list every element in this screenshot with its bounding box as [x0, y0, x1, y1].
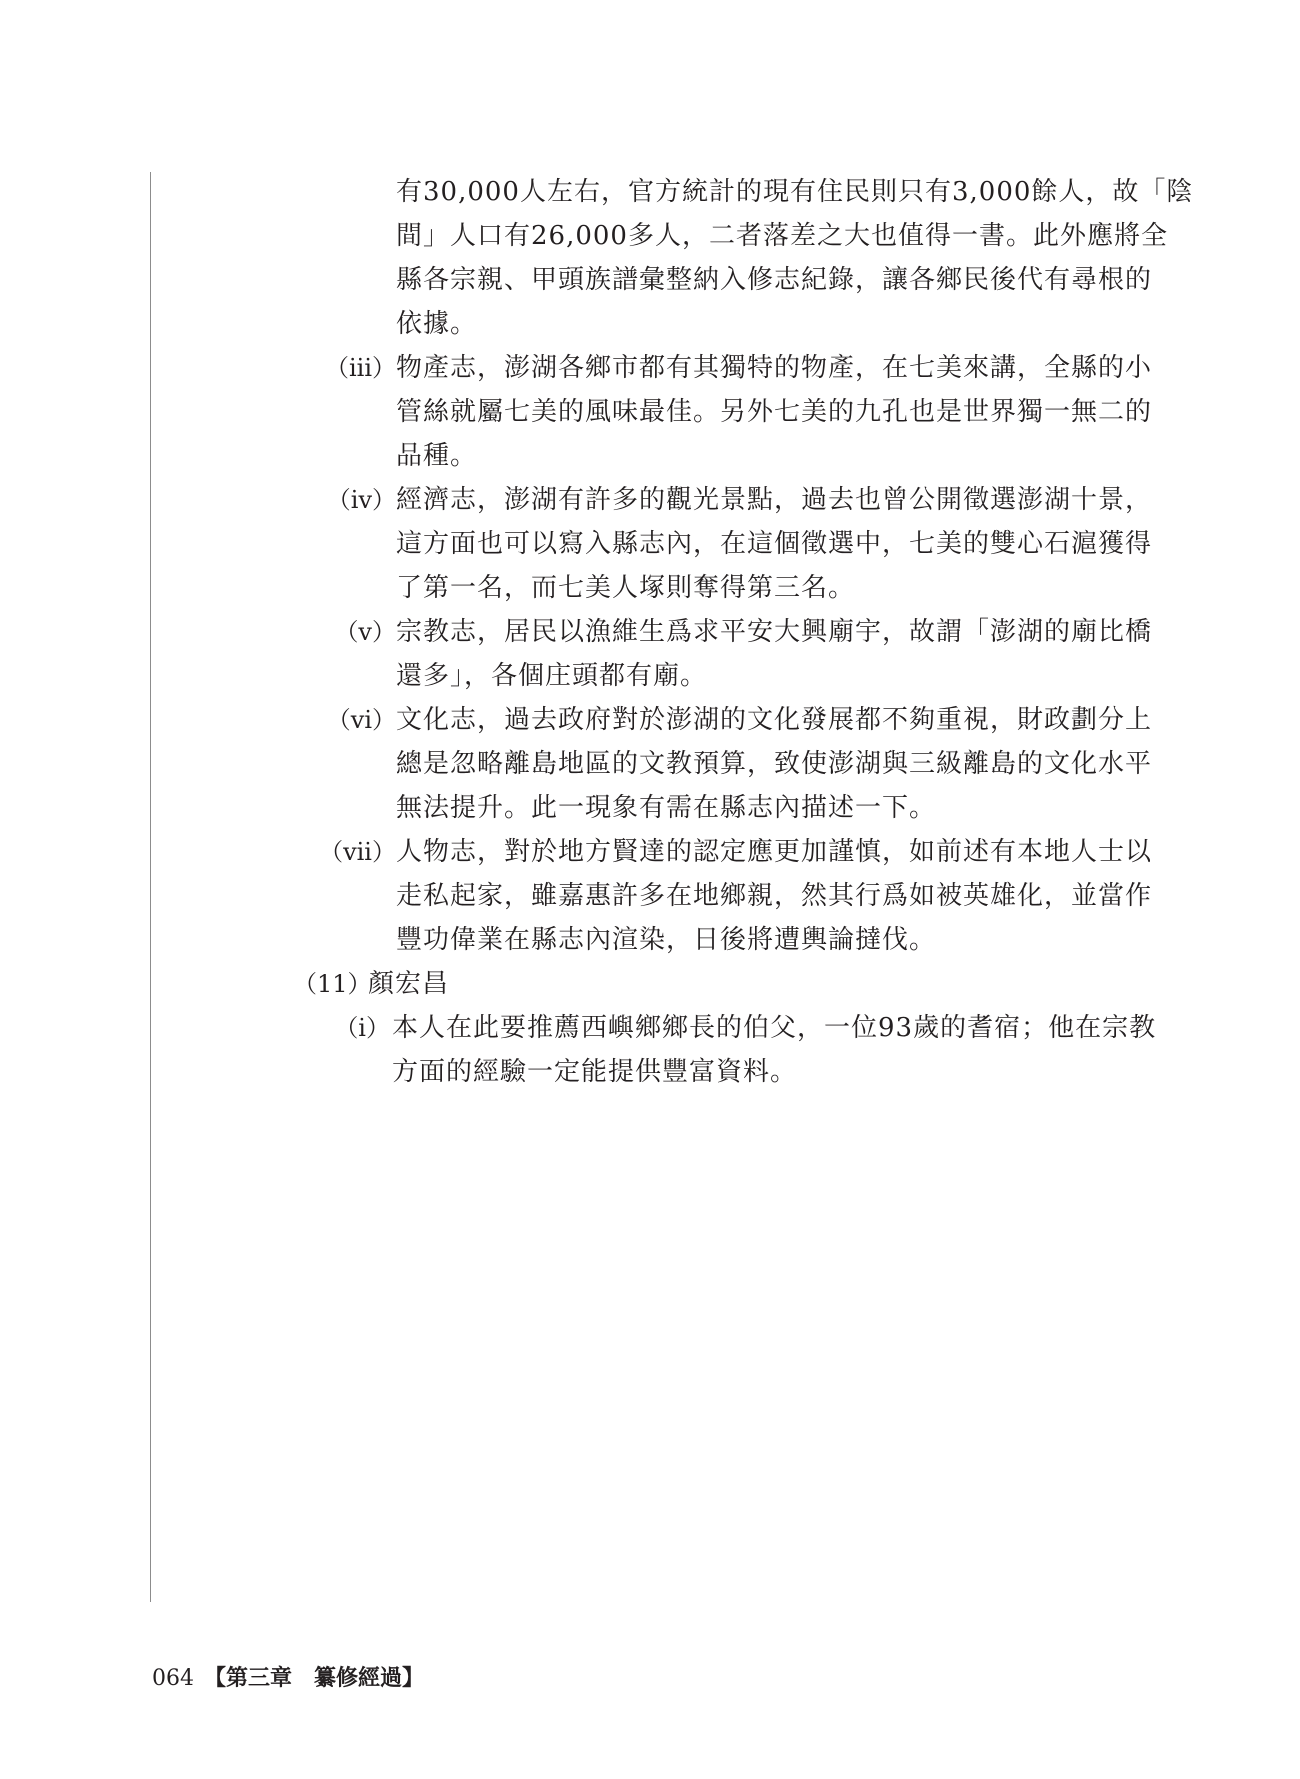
page-number: 064 [152, 1666, 194, 1691]
text-line: 文化志，過去政府對於澎湖的文化發展都不夠重視，財政劃分上 [396, 705, 1153, 735]
text-line: 總是忽略離島地區的文教預算，致使澎湖與三級離島的文化水平 [396, 749, 1153, 779]
item-label: （iii） [324, 354, 396, 382]
item-label: （i） [334, 1014, 390, 1042]
text-line: 間」人口有26,000多人，二者落差之大也值得一書。此外應將全 [396, 221, 1168, 251]
text-line: 還多」，各個庄頭都有廟。 [396, 661, 708, 691]
text-line: 走私起家，雖嘉惠許多在地鄉親，然其行爲如被英雄化，並當作 [396, 881, 1153, 911]
text-line: 無法提升。此一現象有需在縣志內描述一下。 [396, 793, 937, 823]
item-label: （v） [334, 618, 396, 646]
text-line: 了第一名，而七美人塚則奪得第三名。 [396, 573, 856, 603]
text-line: 依據。 [396, 309, 478, 339]
margin-rule [150, 172, 151, 1602]
text-line: 本人在此要推薦西嶼鄉鄉長的伯父，一位93歲的耆宿；他在宗教 [392, 1013, 1157, 1043]
text-line: 經濟志，澎湖有許多的觀光景點，過去也曾公開徵選澎湖十景， [396, 485, 1153, 515]
item-label: （vi） [326, 706, 396, 734]
chapter-title: 【第三章 纂修經過】 [204, 1665, 425, 1691]
section-title: 顏宏昌 [368, 969, 450, 999]
page-footer [152, 1663, 424, 1694]
text-line: 這方面也可以寫入縣志內，在這個徵選中，七美的雙心石滬獲得 [396, 529, 1153, 559]
text-line: 縣各宗親、甲頭族譜彙整納入修志紀錄，讓各鄉民後代有尋根的 [396, 265, 1153, 295]
text-line: 宗教志，居民以漁維生爲求平安大興廟宇，故謂「澎湖的廟比橋 [396, 617, 1153, 647]
section-label: （11） [293, 970, 372, 998]
item-label: （iv） [326, 486, 396, 514]
text-line: 品種。 [396, 441, 478, 471]
item-label: （vii） [319, 838, 396, 866]
text-line: 豐功偉業在縣志內渲染，日後將遭輿論撻伐。 [396, 925, 937, 955]
text-line: 物產志，澎湖各鄉市都有其獨特的物產，在七美來講，全縣的小 [396, 353, 1153, 383]
text-line: 有30,000人左右，官方統計的現有住民則只有3,000餘人，故「陰 [396, 177, 1194, 207]
text-line: 方面的經驗一定能提供豐富資料。 [392, 1057, 798, 1087]
text-line: 人物志，對於地方賢達的認定應更加謹慎，如前述有本地人士以 [396, 837, 1153, 867]
text-line: 管絲就屬七美的風味最佳。另外七美的九孔也是世界獨一無二的 [396, 397, 1153, 427]
